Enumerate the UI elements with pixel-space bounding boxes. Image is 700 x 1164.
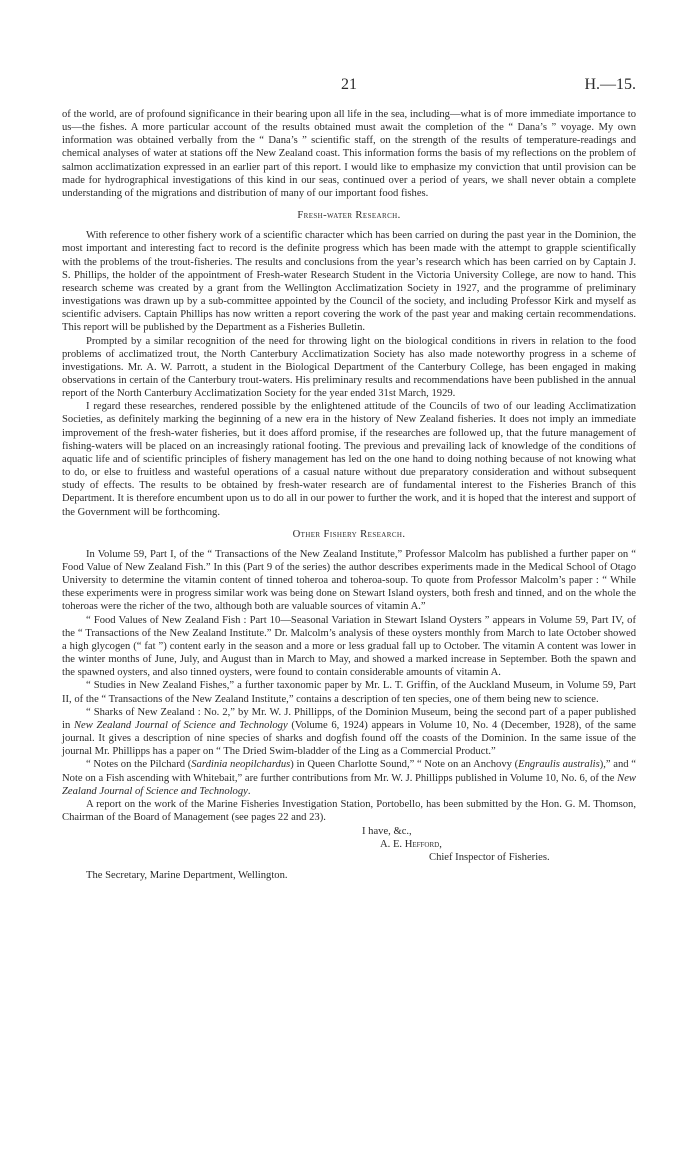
signature-closing: I have, &c., xyxy=(362,826,412,838)
document-reference: H.—15. xyxy=(584,76,636,93)
species-name: Sardinia neopilchardus xyxy=(191,759,291,771)
species-name: Engraulis australis xyxy=(518,759,600,771)
text-run: “ Notes on the Pilchard ( xyxy=(86,759,192,771)
addressee: The Secretary, Marine Department, Wellington. xyxy=(86,869,288,881)
page-number: 21 xyxy=(341,76,357,93)
paragraph xyxy=(62,706,636,759)
text-run: (Volume 6, 1924) appears in Volume 10, No. 4 (December, 1928), of the same journal. It gives a description of nine species of sharks and dogfish found off the coasts of the Dominion. In the same issue of the journal Mr. Phillipps has a paper on “ The Dried Swim-bladder of the Ling as a Commercial Product.” xyxy=(62,719,636,758)
paragraph: I regard these researches, rendered possible by the enlightened attitude of the Councils of two of our leading Acclimatization Societies, as definitely marking the beginning of a new era in the history of New Zealand fisheries. It does not imply an immediate improvement of the fresh-water fisheries, but it does afford promise, if the researches are followed up, that the future management of fishing-waters will be placed on an increasingly rational footing. The previous and prevailing lack of knowledge of the conditions of aquatic life and of scientific principles of fishery management has led on the one hand to doing nothing because of not knowing what to do, or else to fruitless and wasteful operations of a casual nature without due preparatory consideration and without subsequent study of effects. The results to be obtained by fresh-water research are of fundamental interest to the Fisheries Branch of this Department. It is therefore encumbent upon us to do all in our power to further the work, and it is hoped that the interest and support of the Government will be forthcoming. xyxy=(62,401,636,518)
paragraph: “ Food Values of New Zealand Fish : Part 10—Seasonal Variation in Stewart Island Oysters ” appears in Volume 59, Part IV, of the “ Transactions of the New Zealand Institute.” Dr. Malcolm’s analysis of these oysters monthly from March to late October showed a high glycogen (“ fat ”) content early in the season and a more or less gradual fall up to October. The vitamin A content was lower in the winter months of June, July, and August than in March to May, and showed a marked increase in September. Both the spawn and the spawned oysters, and also tinned oysters, were found to contain considerable amounts of vitamin A. xyxy=(62,614,636,679)
page-header xyxy=(62,76,636,98)
paragraph: With reference to other fishery work of a scientific character which has been carried on during the past year in the Dominion, the most important and interesting fact to record is the definite progress which has been made with the attempt to grapple scientifically with the problems of the trout-fisheries. The results and conclusions from the year’s research which has been carried on by Captain J. S. Phillips, the holder of the appointment of Fresh-water Research Student in the Victoria University College, are now to hand. This research scheme was created by a grant from the Wellington Acclimatization Society in 1927, and the programme of preliminary investigations was drawn up by a sub-committee appointed by the Council of the society, and including Professor Kirk and myself as scientific advisers. Captain Phillips has now written a report covering the work of the past year and making certain recommendations. This report will be published by the Department as a Fisheries Bulletin. xyxy=(62,230,636,334)
paragraph: of the world, are of profound significance in their bearing upon all life in the sea, including—what is of more immediate importance to us—the fishes. A more particular account of the results obtained must await the completion of the “ Dana’s ” voyage. My own information was obtained verbally from the “ Dana’s ” scientific staff, on the strength of the results of temperature-readings and chemical analyses of water at stations off the New Zealand coast. This information forms the basis of my reflections on the problem of salmon acclimatization expressed in an earlier part of this report. I would like to emphasize my conviction that until provision can be made for hydrographical investigations of this kind in our seas, continued over a period of years, we shall never obtain a complete understanding of the migrations and distribution of many of our important food fishes. xyxy=(62,109,636,199)
paragraph: In Volume 59, Part I, of the “ Transactions of the New Zealand Institute,” Professor Malcolm has published a further paper on “ Food Value of New Zealand Fish.” In this (Part 9 of the series) the author describes experiments made in the Medical School of Otago University to determine the vitamin content of tinned toheroa and toheroa-soup. To quote from Professor Malcolm’s paper : “ While these experiments were in progress similar work was being done on Stewart Island oysters, both fresh and tinned, and on the whole the toheroas were the richer of the two, although both are valuable sources of vitamin A.” xyxy=(62,548,636,613)
signature-block xyxy=(62,825,636,864)
paragraph: A report on the work of the Marine Fisheries Investigation Station, Portobello, has been submitted by the Hon. G. M. Thomson, Chairman of the Board of Management (see pages 22 and 23). xyxy=(62,798,636,823)
text-run: ),” and “ Note on a Fish ascending with Whitebait,” are further contributions from Mr. W. J. Phillipps published in Volume 10, No. 6, of the xyxy=(62,759,636,784)
section-heading-other-research: Other Fishery Research. xyxy=(292,528,406,540)
document-body xyxy=(62,108,636,882)
text-run: . xyxy=(247,785,251,797)
journal-title: New Zealand Journal of Science and Technology xyxy=(62,772,636,797)
paragraph: “ Studies in New Zealand Fishes,” a further taxonomic paper by Mr. L. T. Griffin, of the Auckland Museum, in Volume 59, Part II, of the “ Transactions of the New Zealand Institute,” contains a description of ten species, one of them being new to science. xyxy=(62,680,636,705)
signature-title: Chief Inspector of Fisheries. xyxy=(429,852,550,864)
section-heading-fresh-water: Fresh-water Research. xyxy=(297,210,401,222)
paragraph: Prompted by a similar recognition of the need for throwing light on the biological conditions in rivers in relation to the food problems of acclimatized trout, the North Canterbury Acclimatization Society has also made noteworthy progress in a scheme of investigations. Mr. A. W. Parrott, a student in the Biological Department of the Canterbury College, has been engaged in making observations in certain of the Canterbury trout-waters. His preliminary results and recommendations have been published in the annual report of the North Canterbury Acclimatization Society for the year ended 31st March, 1929. xyxy=(62,335,636,400)
text-run: ) in Queen Charlotte Sound,” “ Note on an Anchovy ( xyxy=(290,759,519,771)
text-run: “ Sharks of New Zealand : No. 2,” by Mr. W. J. Phillipps, of the Dominion Museum, being the second part of a paper published in xyxy=(62,706,636,731)
paragraph xyxy=(62,758,636,797)
journal-title: New Zealand Journal of Science and Technology xyxy=(73,719,288,731)
signature-name: A. E. Hefford, xyxy=(380,839,442,851)
